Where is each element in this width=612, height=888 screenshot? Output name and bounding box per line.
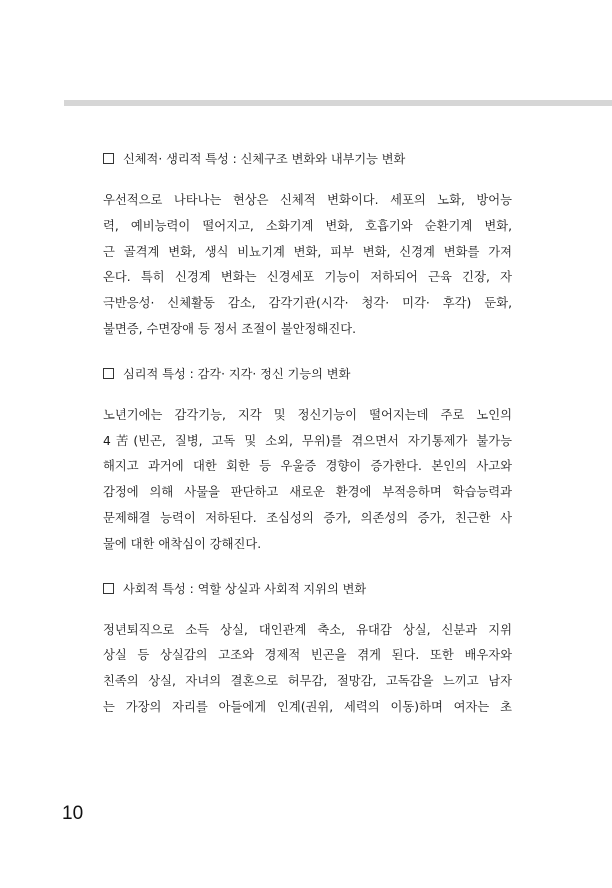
paragraph-line: 상실 등 상실감의 고조와 경제적 빈곤을 겪게 된다. 또한 배우자와 [103, 648, 512, 663]
paragraph-line: 노년기에는 감각기능, 지각 및 정신기능이 떨어지는데 주로 노인의 [103, 407, 512, 422]
paragraph-line: 우선적으로 나타나는 현상은 신체적 변화이다. 세포의 노화, 방어능 [103, 193, 512, 207]
paragraph [103, 618, 512, 721]
paragraph-line: 문제해결 능력이 저하된다. 조심성의 증가, 의존성의 증가, 친근한 사 [103, 510, 512, 525]
header-rule [64, 100, 612, 106]
paragraph-line: 력, 예비능력이 떨어지고, 소화기계 변화, 호흡기와 순환기계 변화, [103, 218, 512, 233]
paragraph [103, 188, 512, 343]
paragraph-line: 4苦(빈곤, 질병, 고독 및 소외, 무위)를 겪으면서 자기통제가 불가능 [103, 433, 512, 448]
section-heading [103, 578, 512, 600]
paragraph-line: 극반응성· 신체활동 감소, 감각기관(시각· 청각· 미각· 후각) 둔화, [103, 296, 512, 311]
page-number: 10 [62, 803, 84, 824]
checkbox-square-icon [103, 153, 114, 164]
section-physical [103, 148, 512, 343]
paragraph [103, 403, 512, 558]
section-heading-text: 사회적 특성 : 역할 상실과 사회적 지위의 변화 [123, 581, 367, 596]
checkbox-square-icon [103, 583, 114, 594]
checkbox-square-icon [103, 368, 114, 379]
paragraph-line: 는 가장의 자리를 아들에게 인계(권위, 세력의 이동)하며 여자는 초 [103, 699, 512, 714]
section-heading [103, 148, 512, 170]
paragraph-line: 근 골격계 변화, 생식 비뇨기계 변화, 피부 변화, 신경계 변화를 가져 [103, 244, 512, 259]
paragraph-line: 온다. 특히 신경계 변화는 신경세포 기능이 저하되어 근육 긴장, 자 [103, 270, 512, 285]
section-psychological [103, 363, 512, 558]
paragraph-line: 해지고 과거에 대한 회한 등 우울증 경향이 증가한다. 본인의 사고와 [103, 459, 512, 474]
paragraph-line: 불면증, 수면장애 등 정서 조절이 불안정해진다. [103, 321, 357, 336]
section-heading-text: 심리적 특성 : 감각· 지각· 정신 기능의 변화 [123, 366, 351, 381]
section-social [103, 578, 512, 721]
section-heading [103, 363, 512, 385]
page-body [103, 148, 512, 721]
paragraph-line: 감정에 의해 사물을 판단하고 새로운 환경에 부적응하며 학습능력과 [103, 485, 512, 500]
section-heading-text: 신체적· 생리적 특성 : 신체구조 변화와 내부기능 변화 [123, 152, 406, 166]
paragraph-line: 물에 대한 애착심이 강해진다. [103, 536, 262, 551]
paragraph-line: 친족의 상실, 자녀의 결혼으로 허무감, 절망감, 고독감을 느끼고 남자 [103, 674, 512, 689]
paragraph-line: 정년퇴직으로 소득 상실, 대인관계 축소, 유대감 상실, 신분과 지위 [103, 622, 512, 637]
